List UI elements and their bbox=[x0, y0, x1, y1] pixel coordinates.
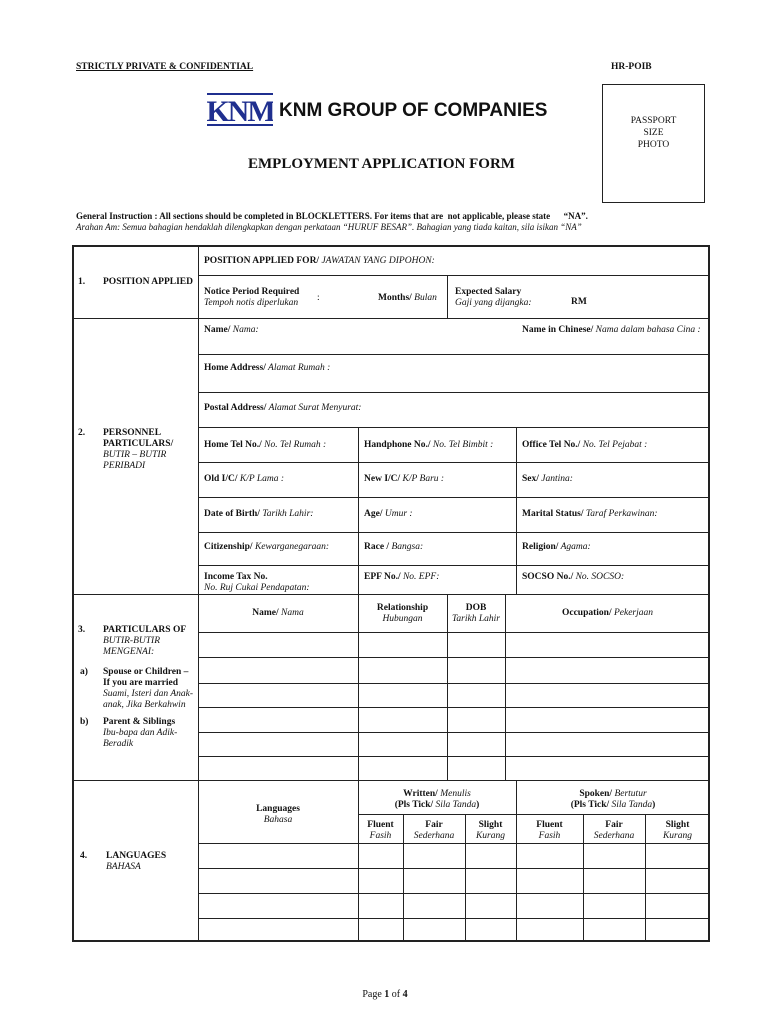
col-languages-header: Languages Bahasa bbox=[256, 804, 300, 825]
section4-number: 4. bbox=[80, 851, 88, 861]
photo-label-3: PHOTO bbox=[637, 140, 670, 150]
parent-siblings-label: Parent & Siblings Ibu-bapa dan Adik- Beradik bbox=[103, 717, 178, 749]
age-field[interactable]: Age/ Umur : bbox=[364, 509, 413, 519]
office-tel-field[interactable]: Office Tel No./ No. Tel Pejabat : bbox=[522, 440, 648, 450]
citizenship-field[interactable]: Citizenship/ Kewarganegaraan: bbox=[204, 542, 329, 552]
col-name-header: Name/ Nama bbox=[252, 608, 304, 618]
sex-field[interactable]: Sex/ Jantina: bbox=[522, 474, 573, 484]
dob-field[interactable]: Date of Birth/ Tarikh Lahir: bbox=[204, 509, 314, 519]
instruction-en: General Instruction : All sections should be completed in BLOCKLETTERS. For items that are not applicable, please state “NA”. bbox=[76, 211, 588, 221]
logo-text: KNM bbox=[207, 95, 273, 128]
notice-period[interactable]: Notice Period Required Tempoh notis diperlukan bbox=[204, 287, 300, 308]
col-dob-header: DOB Tarikh Lahir bbox=[452, 603, 500, 624]
spouse-children-label: Spouse or Children – If you are married Suami, Isteri dan Anak- anak, Jika Berkahwin bbox=[103, 667, 194, 710]
company-name: KNM GROUP OF COMPANIES bbox=[279, 100, 548, 121]
marital-status-field[interactable]: Marital Status/ Taraf Perkawinan: bbox=[522, 509, 658, 519]
photo-label-2: SIZE bbox=[643, 128, 664, 138]
religion-field[interactable]: Religion/ Agama: bbox=[522, 542, 591, 552]
position-applied-for[interactable]: POSITION APPLIED FOR/ JAWATAN YANG DIPOHON: bbox=[204, 256, 435, 266]
form-title: EMPLOYMENT APPLICATION FORM bbox=[248, 156, 515, 172]
section3b-label: b) bbox=[80, 717, 89, 727]
spoken-fair-header: Fair Sederhana bbox=[593, 820, 635, 841]
race-field[interactable]: Race / Bangsa: bbox=[364, 542, 424, 552]
spoken-slight-header: Slight Kurang bbox=[662, 820, 693, 841]
rm-label: RM bbox=[571, 297, 587, 307]
epf-field[interactable]: EPF No./ No. EPF: bbox=[364, 572, 440, 582]
written-fair-header: Fair Sederhana bbox=[413, 820, 455, 841]
passport-photo-box bbox=[602, 84, 705, 203]
instruction-my: Arahan Am: Semua bahagian hendaklah dilengkapkan dengan perkataan “HURUF BESAR”. Bahagian yang tiada kaitan, sila isikan “NA” bbox=[76, 222, 582, 232]
section3a-label: a) bbox=[80, 667, 88, 677]
home-tel-field[interactable]: Home Tel No./ No. Tel Rumah : bbox=[204, 440, 327, 450]
months-label: Months/ Bulan bbox=[378, 293, 437, 303]
section1-title: POSITION APPLIED bbox=[103, 277, 194, 287]
spoken-header: Spoken/ Bertutur (Pls Tick/ Sila Tanda) bbox=[570, 789, 656, 810]
postal-address-field[interactable]: Postal Address/ Alamat Surat Menyurat: bbox=[204, 403, 362, 413]
chinese-name-field[interactable]: Name in Chinese/ Nama dalam bahasa Cina : bbox=[522, 325, 701, 335]
new-ic-field[interactable]: New I/C/ K/P Baru : bbox=[364, 474, 445, 484]
name-field[interactable]: Name/ Nama: bbox=[204, 325, 259, 335]
spoken-fluent-header: Fluent Fasih bbox=[536, 820, 563, 841]
form-code: HR-POIB bbox=[611, 62, 652, 72]
handphone-field[interactable]: Handphone No./ No. Tel Bimbit : bbox=[364, 440, 494, 450]
written-slight-header: Slight Kurang bbox=[475, 820, 506, 841]
section2-title: PERSONNEL PARTICULARS/ BUTIR – BUTIR PERIBADI bbox=[103, 428, 174, 471]
knm-logo bbox=[207, 91, 273, 129]
confidential-label: STRICTLY PRIVATE & CONFIDENTIAL bbox=[76, 62, 254, 72]
socso-field[interactable]: SOCSO No./ No. SOCSO: bbox=[522, 572, 625, 582]
section3-number: 3. bbox=[78, 625, 86, 635]
written-header: Written/ Menulis (Pls Tick/ Sila Tanda) bbox=[394, 789, 480, 810]
col-relationship-header: Relationship Hubungan bbox=[376, 603, 429, 624]
home-address-field[interactable]: Home Address/ Alamat Rumah : bbox=[204, 363, 331, 373]
notice-colon: : bbox=[317, 293, 320, 303]
section3-title: PARTICULARS OF BUTIR-BUTIR MENGENAI: bbox=[103, 625, 187, 657]
page-number: Page 1 of 4 bbox=[362, 989, 408, 1000]
section4-title: LANGUAGES BAHASA bbox=[106, 851, 167, 872]
col-occupation-header: Occupation/ Pekerjaan bbox=[561, 608, 654, 618]
section1-number: 1. bbox=[78, 277, 86, 287]
expected-salary[interactable]: Expected Salary Gaji yang dijangka: bbox=[455, 287, 532, 308]
section2-number: 2. bbox=[78, 428, 86, 438]
written-fluent-header: Fluent Fasih bbox=[367, 820, 394, 841]
photo-label-1: PASSPORT bbox=[630, 116, 677, 126]
income-tax-field[interactable]: Income Tax No. No. Ruj Cukai Pendapatan: bbox=[204, 572, 310, 593]
old-ic-field[interactable]: Old I/C/ K/P Lama : bbox=[204, 474, 285, 484]
